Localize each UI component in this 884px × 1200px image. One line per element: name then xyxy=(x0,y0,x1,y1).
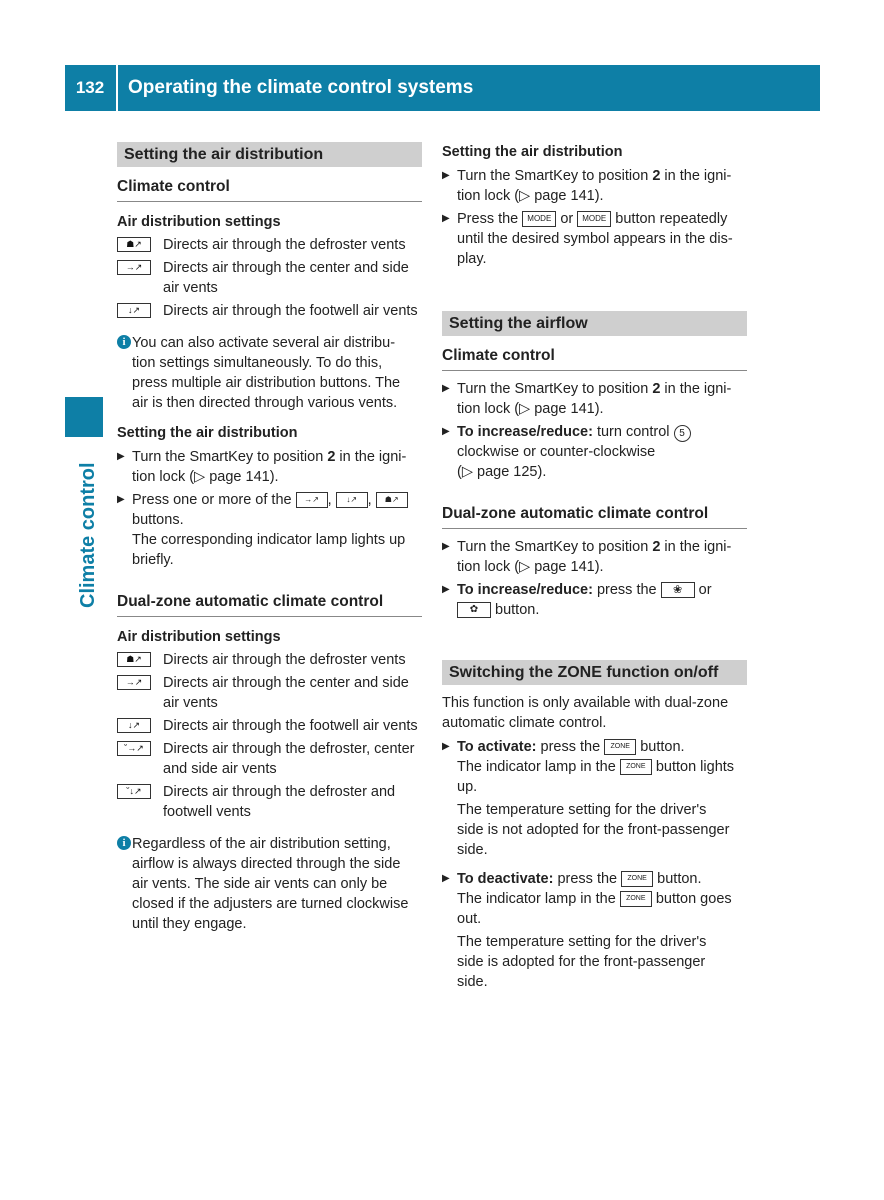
step-text: button. xyxy=(636,739,685,755)
setting-text: Directs air through the center and side air vents xyxy=(163,260,409,296)
step-text: side. xyxy=(457,842,488,858)
step-text: The temperature setting for the driver's xyxy=(457,802,707,818)
info-line: You can also activate several air distribu- xyxy=(132,335,396,351)
zone-button-icon: ZONE xyxy=(604,739,636,755)
step-text: Press the xyxy=(457,211,519,227)
step-text: tion lock (▷ page 141). xyxy=(457,559,604,575)
setting-row xyxy=(117,301,422,321)
step-text: in the igni- xyxy=(660,168,732,184)
step-text: button. xyxy=(491,602,540,618)
air-distribution-procedure-heading: Setting the air distribution xyxy=(442,144,623,160)
step-text: side is adopted for the front-passenger xyxy=(457,954,706,970)
step-position: 2 xyxy=(652,381,661,397)
air-distribution-settings-heading: Air distribution settings xyxy=(117,629,281,645)
setting-row xyxy=(117,650,422,670)
step-text: buttons. xyxy=(132,512,184,528)
info-note xyxy=(117,834,422,934)
procedure-step xyxy=(442,580,747,620)
activate-step xyxy=(442,737,747,860)
step-text: tion lock (▷ page 141). xyxy=(132,469,279,485)
step-text: tion lock (▷ page 141). xyxy=(457,188,604,204)
page-title: Operating the climate control systems xyxy=(128,77,474,98)
defroster-footwell-icon: ˘↓↗ xyxy=(117,784,151,799)
fan-decrease-icon: ✿ xyxy=(457,602,491,618)
header-divider xyxy=(116,65,118,111)
setting-text: Directs air through the footwell air vents xyxy=(163,718,418,734)
step-text: The corresponding indicator lamp lights up xyxy=(132,532,406,548)
procedure-heading: Setting the air distribution xyxy=(117,425,298,441)
step-position: 2 xyxy=(327,449,336,465)
procedure-step xyxy=(117,447,422,487)
setting-text: Directs air through the defroster vents xyxy=(163,237,406,253)
step-text: in the igni- xyxy=(660,539,732,555)
step-text: The indicator lamp in the xyxy=(457,759,616,775)
step-text: button repeatedly xyxy=(615,211,728,227)
info-line: press multiple air distribution buttons. The xyxy=(132,375,401,391)
info-note xyxy=(117,333,422,413)
center-side-vent-icon: →↗ xyxy=(117,675,151,690)
setting-text: Directs air through the center and side air vents xyxy=(163,675,409,711)
info-line: Regardless of the air distribution setting, xyxy=(132,836,391,852)
center-side-vent-icon: →↗ xyxy=(296,492,328,508)
defroster-vent-icon: ☗↗ xyxy=(376,492,408,508)
defroster-vent-icon: ☗↗ xyxy=(117,652,151,667)
step-label: To increase/reduce: xyxy=(457,582,593,598)
step-position: 2 xyxy=(652,168,661,184)
air-distribution-settings-heading: Air distribution settings xyxy=(117,214,281,230)
control-number-badge: 5 xyxy=(674,425,691,442)
info-icon: i xyxy=(117,836,131,850)
zone-button-icon: ZONE xyxy=(621,871,653,887)
intro-line: automatic climate control. xyxy=(442,715,607,731)
setting-row xyxy=(117,782,422,822)
step-text: The temperature setting for the driver's xyxy=(457,934,707,950)
step-text: press the xyxy=(553,871,622,887)
step-text: out. xyxy=(457,911,482,927)
step-text: up. xyxy=(457,779,478,795)
step-text: briefly. xyxy=(132,552,174,568)
info-line: tion settings simultaneously. To do this, xyxy=(132,355,383,371)
step-text: turn control xyxy=(592,424,674,440)
side-tab-marker xyxy=(65,397,103,437)
step-text: Turn the SmartKey to position xyxy=(457,381,653,397)
procedure-step xyxy=(442,209,747,269)
procedure-step: ▶ Press one or more of the →↗ , ↓↗ , ☗↗ buttons. The corresponding indicator lamp lights up briefly. xyxy=(117,490,422,570)
step-text: Turn the SmartKey to position xyxy=(457,168,653,184)
step-text: tion lock (▷ page 141). xyxy=(457,401,604,417)
procedure-step xyxy=(442,422,747,482)
step-text: in the igni- xyxy=(660,381,732,397)
step-label: To deactivate: xyxy=(457,871,554,887)
setting-text: Directs air through the defroster, center and side air vents xyxy=(163,741,415,777)
procedure-step xyxy=(442,537,747,577)
climate-control-heading: Climate control xyxy=(442,346,747,371)
side-tab-label: Climate control xyxy=(77,462,99,608)
info-line: until they engage. xyxy=(132,916,247,932)
fan-increase-icon: ❀ xyxy=(661,582,695,598)
step-text: button. xyxy=(653,871,702,887)
step-text: side is not adopted for the front-passenger xyxy=(457,822,730,838)
step-text: or xyxy=(694,582,712,598)
zone-intro xyxy=(442,693,747,733)
step-text: play. xyxy=(457,251,487,267)
step-text: Press one or more of the xyxy=(132,492,292,508)
step-text: in the igni- xyxy=(335,449,407,465)
setting-text: Directs air through the defroster vents xyxy=(163,652,406,668)
step-text: The indicator lamp in the xyxy=(457,891,616,907)
procedure-step xyxy=(442,166,747,206)
page-header xyxy=(65,65,820,111)
defroster-center-side-icon: ˘→↗ xyxy=(117,741,151,756)
step-text: button goes xyxy=(655,891,732,907)
footwell-vent-icon: ↓↗ xyxy=(336,492,368,508)
step-label: To increase/reduce: xyxy=(457,424,593,440)
footwell-vent-icon: ↓↗ xyxy=(117,718,151,733)
info-icon: i xyxy=(117,335,131,349)
mode-down-button-icon: MODE xyxy=(577,211,611,227)
left-column xyxy=(117,142,422,934)
setting-text: Directs air through the defroster and footwell vents xyxy=(163,784,396,820)
step-position: 2 xyxy=(652,539,661,555)
intro-line: This function is only available with dual-zone xyxy=(442,695,729,711)
step-text: button lights xyxy=(655,759,735,775)
page-number: 132 xyxy=(75,78,105,97)
step-text: Turn the SmartKey to position xyxy=(132,449,328,465)
setting-row xyxy=(117,235,422,255)
step-text: Turn the SmartKey to position xyxy=(457,539,653,555)
side-tab xyxy=(77,448,105,608)
zone-button-icon: ZONE xyxy=(620,891,652,907)
footwell-vent-icon: ↓↗ xyxy=(117,303,151,318)
dual-zone-heading: Dual-zone automatic climate control xyxy=(117,592,422,617)
setting-row xyxy=(117,716,422,736)
climate-control-heading: Climate control xyxy=(117,177,422,202)
section-title-air-distribution: Setting the air distribution xyxy=(117,142,422,167)
info-line: closed if the adjusters are turned clockwise xyxy=(132,896,409,912)
info-line: airflow is always directed through the side xyxy=(132,856,401,872)
step-text: until the desired symbol appears in the dis- xyxy=(457,231,733,247)
step-text: press the xyxy=(536,739,605,755)
section-title-zone: Switching the ZONE function on/off xyxy=(442,660,747,685)
info-line: air is then directed through various vents. xyxy=(132,395,398,411)
right-column xyxy=(442,142,747,992)
setting-row xyxy=(117,673,422,713)
setting-text: Directs air through the footwell air vents xyxy=(163,303,418,319)
section-title-airflow: Setting the airflow xyxy=(442,311,747,336)
info-line: air vents. The side air vents can only be xyxy=(132,876,388,892)
dual-zone-heading: Dual-zone automatic climate control xyxy=(442,504,747,529)
deactivate-step xyxy=(442,869,747,992)
procedure-step xyxy=(442,379,747,419)
step-text: side. xyxy=(457,974,488,990)
step-label: To activate: xyxy=(457,739,537,755)
step-text: clockwise or counter-clockwise xyxy=(457,444,656,460)
step-text: (▷ page 125). xyxy=(457,464,547,480)
step-text: press the xyxy=(592,582,661,598)
setting-row xyxy=(117,739,422,779)
center-side-vent-icon: →↗ xyxy=(117,260,151,275)
defroster-vent-icon: ☗↗ xyxy=(117,237,151,252)
zone-button-icon: ZONE xyxy=(620,759,652,775)
step-text: or xyxy=(560,211,574,227)
setting-row xyxy=(117,258,422,298)
mode-up-button-icon: MODE xyxy=(522,211,556,227)
